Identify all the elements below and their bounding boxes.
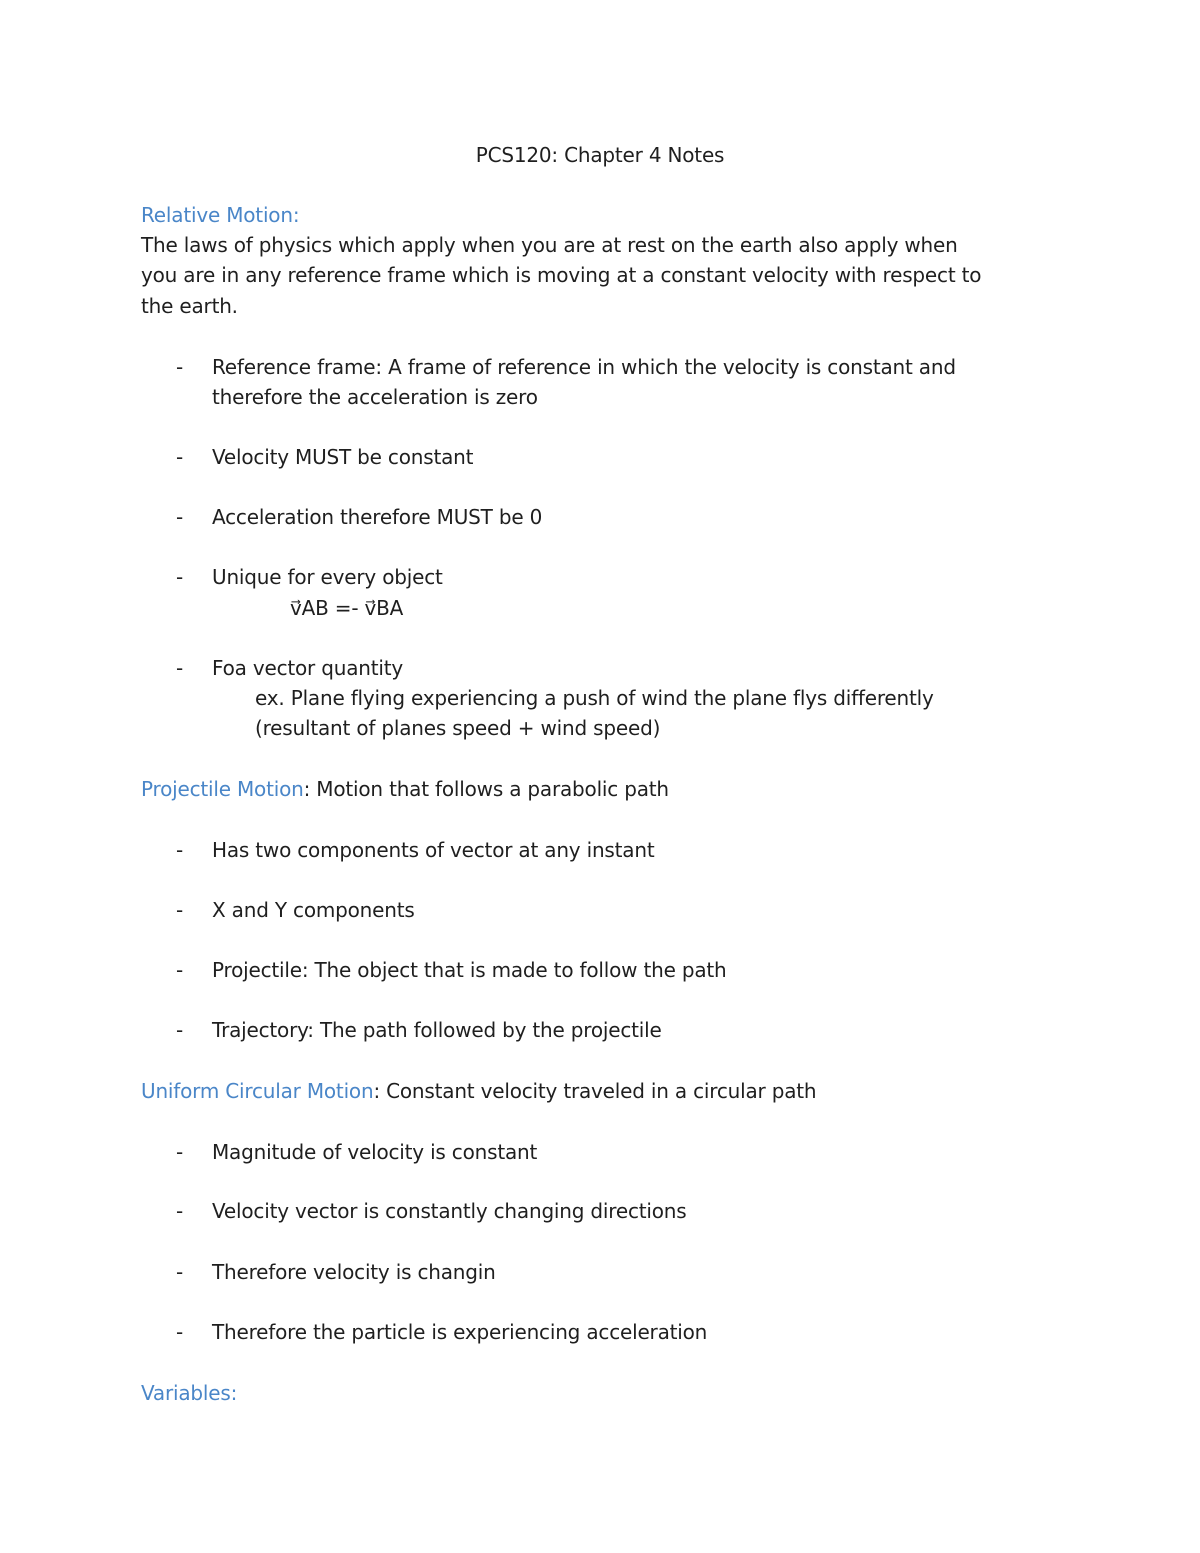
bullet-dash: - [176, 1199, 184, 1223]
bullet-text: Therefore the particle is experiencing acceleration [212, 1320, 708, 1344]
bullet-text: Velocity vector is constantly changing directions [212, 1199, 687, 1223]
bullet-dash: - [176, 445, 184, 469]
bullet-dash: - [176, 1018, 184, 1042]
section-heading-projectile-motion [141, 774, 669, 804]
bullet-subtext-equation: v⃗AB =- v⃗BA [290, 596, 404, 620]
section-heading-definition: : Motion that follows a parabolic path [303, 777, 669, 801]
bullet-subtext: ex. Plane flying experiencing a push of wind the plane flys differently [255, 686, 934, 710]
bullet-dash: - [176, 1320, 184, 1344]
bullet-text: Therefore velocity is changin [212, 1260, 496, 1284]
bullet-text: Magnitude of velocity is constant [212, 1140, 538, 1164]
bullet-dash: - [176, 838, 184, 862]
bullet-dash: - [176, 1260, 184, 1284]
bullet-text: Velocity MUST be constant [212, 445, 474, 469]
section-heading-label: Uniform Circular Motion [141, 1079, 374, 1103]
bullet-text: Has two components of vector at any instant [212, 838, 655, 862]
bullet-dash: - [176, 565, 184, 589]
section-heading-label: Projectile Motion [141, 777, 304, 801]
bullet-dash: - [176, 355, 184, 379]
bullet-dash: - [176, 958, 184, 982]
section-heading-relative-motion: Relative Motion: [141, 203, 300, 227]
bullet-dash: - [176, 505, 184, 529]
bullet-dash: - [176, 1140, 184, 1164]
bullet-text: Trajectory: The path followed by the projectile [212, 1018, 662, 1042]
section-heading-uniform-circular-motion [141, 1076, 816, 1106]
section-heading-variables: Variables: [141, 1381, 238, 1405]
bullet-text: Acceleration therefore MUST be 0 [212, 505, 543, 529]
bullet-text: Foa vector quantity [212, 656, 404, 680]
bullet-text: Projectile: The object that is made to follow the path [212, 958, 727, 982]
section-heading-definition: : Constant velocity traveled in a circular path [373, 1079, 817, 1103]
bullet-subtext: (resultant of planes speed + wind speed) [255, 716, 661, 740]
page-title: PCS120: Chapter 4 Notes [475, 143, 725, 167]
bullet-dash: - [176, 656, 184, 680]
bullet-text: X and Y components [212, 898, 415, 922]
intro-line: the earth. [141, 294, 238, 318]
bullet-dash: - [176, 898, 184, 922]
bullet-text: Unique for every object [212, 565, 443, 589]
bullet-text: Reference frame: A frame of reference in which the velocity is constant and [212, 355, 956, 379]
intro-line: you are in any reference frame which is moving at a constant velocity with respect to [141, 263, 982, 287]
intro-line: The laws of physics which apply when you are at rest on the earth also apply when [141, 233, 958, 257]
bullet-text-continued: therefore the acceleration is zero [212, 385, 538, 409]
